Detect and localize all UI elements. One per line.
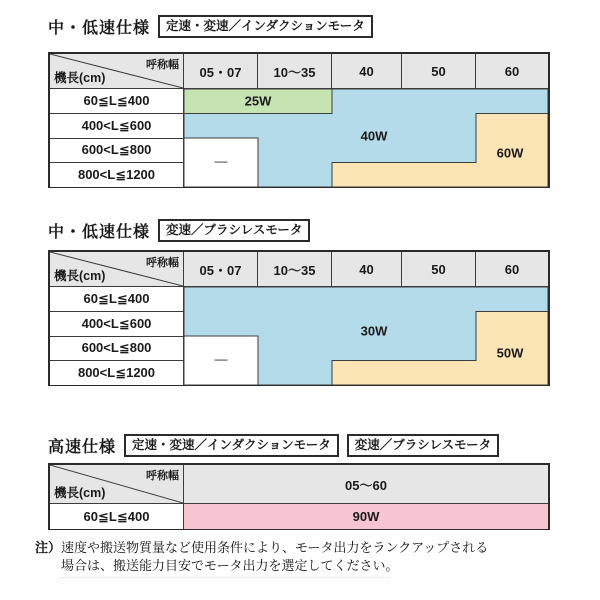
section-title-row-1 xyxy=(48,15,373,37)
faint-divider xyxy=(60,577,390,578)
diagonal-header-cell xyxy=(50,252,184,286)
header-width-label: 呼称幅 xyxy=(146,470,179,482)
row-label: 60≦L≦400 xyxy=(50,89,183,113)
motor-type-tag: 変速／ブラシレスモータ xyxy=(158,219,310,242)
column-header: 10〜35 xyxy=(258,252,332,286)
motor-type-tag: 定速・変速／インダクションモータ xyxy=(124,434,339,457)
header-width-label: 呼称幅 xyxy=(146,257,179,269)
motor-type-tag: 定速・変速／インダクションモータ xyxy=(158,15,373,38)
diagonal-header-cell xyxy=(50,465,184,503)
row-label: 800<L≦1200 xyxy=(50,162,183,187)
table-header-row xyxy=(50,252,548,287)
footnote-line-1: 速度や搬送物質量など使用条件により、モータ出力をランクアップされる xyxy=(61,540,489,555)
table-body xyxy=(50,89,548,187)
footnote-text xyxy=(61,539,488,575)
table-header-row xyxy=(50,465,548,504)
column-header: 50 xyxy=(402,252,476,286)
table-highspeed xyxy=(48,463,550,530)
header-length-label: 機長(cm) xyxy=(54,71,106,85)
wattage-label-blue: 30W xyxy=(360,323,388,339)
column-header: 60 xyxy=(504,63,520,79)
wattage-label-blue: 40W xyxy=(360,128,388,144)
pink-region-90w: 90W xyxy=(184,504,548,529)
header-length-label: 機長(cm) xyxy=(54,269,106,283)
motor-type-tag: 変速／ブラシレスモータ xyxy=(347,434,499,457)
diagonal-header-cell xyxy=(50,54,184,88)
wattage-label-orange: 50W xyxy=(496,345,524,361)
row-label: 60≦L≦400 xyxy=(50,504,184,529)
column-header: 50 xyxy=(402,54,476,88)
column-header: 05・07 xyxy=(184,252,258,286)
column-header: 05〜60 xyxy=(184,465,548,503)
section-title-row-3 xyxy=(48,434,499,456)
row-label: 600<L≦800 xyxy=(50,336,183,361)
table-header-row xyxy=(50,54,548,89)
column-header: 05・07 xyxy=(184,54,258,88)
wattage-region-area xyxy=(184,89,548,187)
table-midlow-induction xyxy=(48,52,550,188)
empty-cell-dash: — xyxy=(214,351,228,367)
footnote-marker: 注） xyxy=(35,540,62,555)
footnote xyxy=(35,539,575,575)
row-label: 400<L≦600 xyxy=(50,311,183,336)
row-label: 800<L≦1200 xyxy=(50,360,183,385)
row-label-column xyxy=(50,89,184,187)
table-body-row xyxy=(50,504,548,529)
wattage-label-green: 25W xyxy=(244,93,272,109)
footnote-line-2: 場合は、搬送能力目安でモータ出力を選定してください。 xyxy=(61,558,399,573)
column-header: 40 xyxy=(332,54,402,88)
column-header: 10〜35 xyxy=(258,54,332,88)
table-midlow-brushless xyxy=(48,250,550,386)
header-length-label: 機長(cm) xyxy=(54,486,106,500)
empty-cell-dash: — xyxy=(214,153,228,169)
table-body xyxy=(50,287,548,385)
row-label-column xyxy=(50,287,184,385)
section-title: 高速仕様 xyxy=(48,438,117,456)
section-title-row-2 xyxy=(48,219,310,241)
section-title: 中・低速仕様 xyxy=(48,19,151,37)
row-label: 600<L≦800 xyxy=(50,138,183,163)
row-label: 400<L≦600 xyxy=(50,113,183,138)
header-width-label: 呼称幅 xyxy=(146,59,179,71)
column-header: 40 xyxy=(332,252,402,286)
row-label: 60≦L≦400 xyxy=(50,287,183,311)
section-title: 中・低速仕様 xyxy=(48,223,151,241)
column-header: 60 xyxy=(504,261,520,277)
wattage-region-area xyxy=(184,287,548,385)
wattage-label-orange: 60W xyxy=(496,145,524,161)
